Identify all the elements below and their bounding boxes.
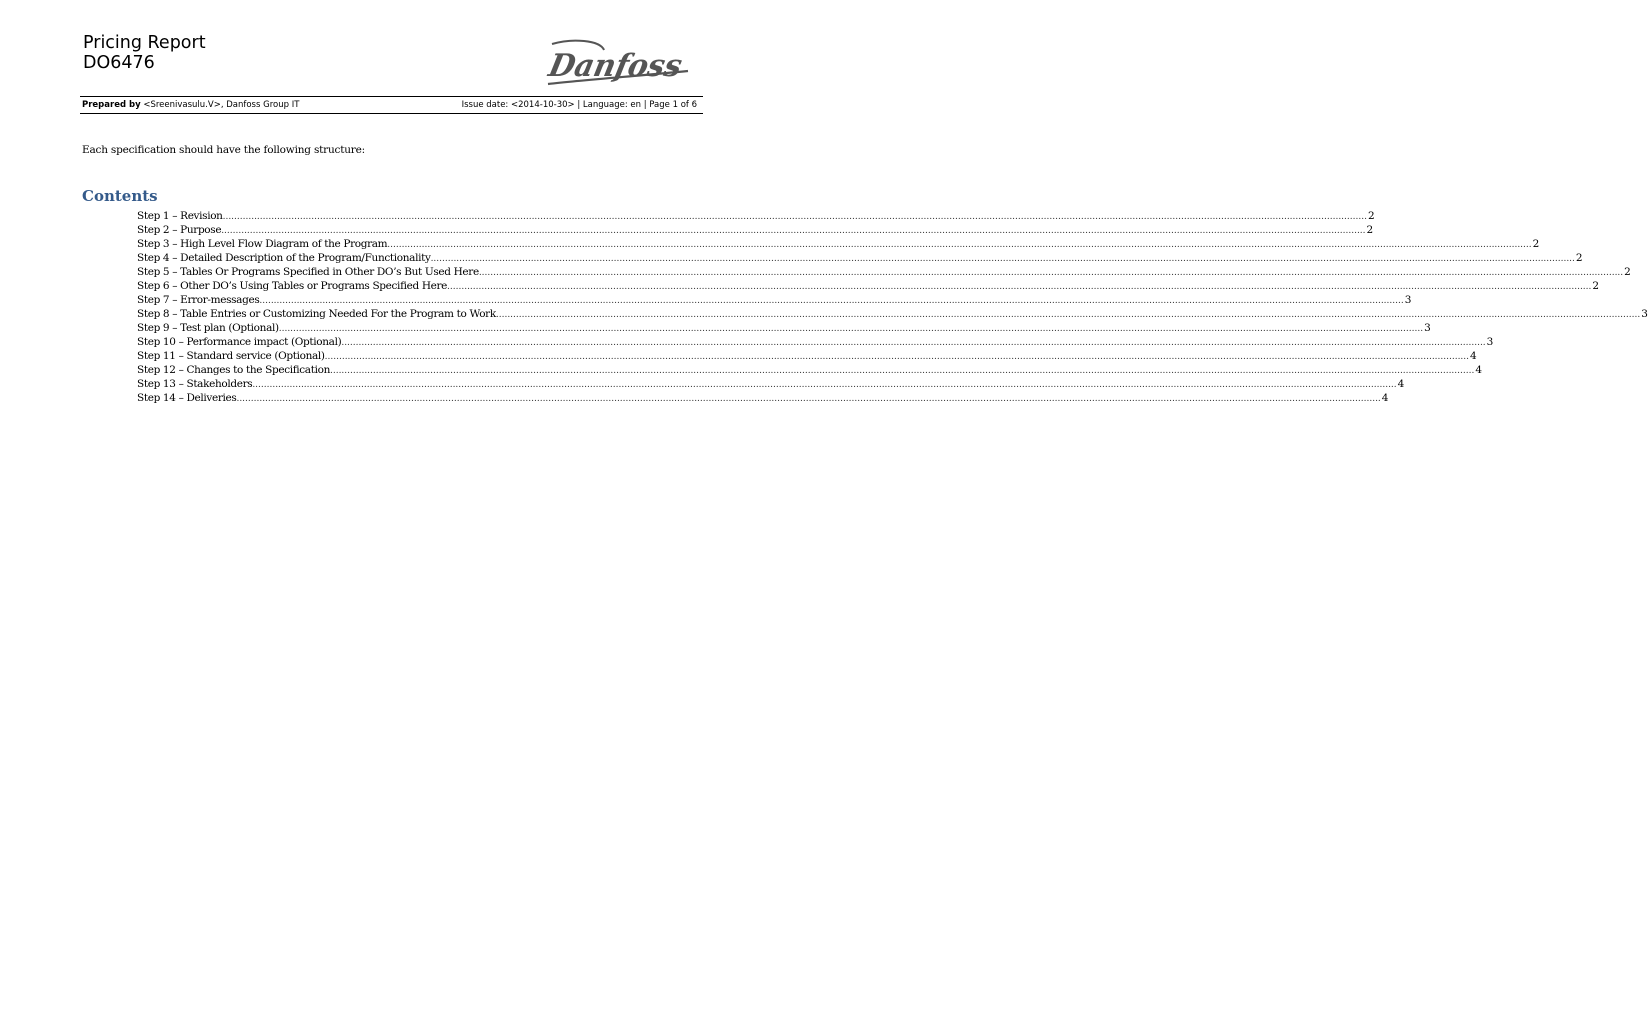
document-id: DO6476 <box>83 53 155 73</box>
toc-dot-leader: ................................................................................................................................................................................................................................................................................................................................................................................................................ <box>324 352 1470 362</box>
toc-dot-leader: ................................................................................................................................................................................................................................................................................................................................................................................................................ <box>259 296 1404 306</box>
toc-entry[interactable] <box>137 349 1477 363</box>
toc-entry-label[interactable]: Step 4 – Detailed Description of the Program/Functionality <box>137 252 431 264</box>
toc-entry[interactable] <box>137 265 1631 279</box>
toc-page-number[interactable]: 2 <box>1366 224 1373 236</box>
toc-entry-label[interactable]: Step 1 – Revision <box>137 210 223 222</box>
toc-entry-label[interactable]: Step 5 – Tables Or Programs Specified in Other DO’s But Used Here <box>137 266 479 278</box>
toc-dot-leader: ................................................................................................................................................................................................................................................................................................................................................................................................................ <box>430 254 1575 264</box>
logo-wordmark: Danfoss <box>545 48 692 84</box>
toc-entry[interactable] <box>137 293 1412 307</box>
prepared-by <box>82 97 299 113</box>
toc-entry[interactable] <box>137 321 1431 335</box>
toc-entry-label[interactable]: Step 12 – Changes to the Specification <box>137 364 330 376</box>
toc-page-number[interactable]: 4 <box>1381 392 1389 404</box>
toc-entry[interactable] <box>137 335 1494 349</box>
toc-entry[interactable] <box>137 209 1375 223</box>
toc-page-number[interactable]: 3 <box>1404 294 1412 306</box>
danfoss-logo <box>542 30 692 92</box>
toc-entry-label[interactable]: Step 8 – Table Entries or Customizing Needed For the Program to Work <box>137 308 496 320</box>
toc-dot-leader: ................................................................................................................................................................................................................................................................................................................................................................................................................ <box>236 394 1381 404</box>
toc-page-number[interactable]: 2 <box>1575 252 1583 264</box>
toc-page-number[interactable]: 4 <box>1475 364 1482 376</box>
toc-entry[interactable] <box>137 307 1648 321</box>
toc-entry-label[interactable]: Step 14 – Deliveries <box>137 392 237 404</box>
toc-entry-label[interactable]: Step 13 – Stakeholders <box>137 378 253 390</box>
toc-entry[interactable] <box>137 251 1583 265</box>
danfoss-logo-mark <box>542 30 692 92</box>
toc-dot-leader: ................................................................................................................................................................................................................................................................................................................................................................................................................ <box>252 380 1397 390</box>
document-title-block <box>83 33 206 73</box>
table-of-contents <box>137 209 1648 405</box>
toc-dot-leader: ................................................................................................................................................................................................................................................................................................................................................................................................................ <box>387 240 1532 250</box>
toc-dot-leader: ................................................................................................................................................................................................................................................................................................................................................................................................................ <box>221 226 1366 236</box>
toc-entry[interactable] <box>137 363 1482 377</box>
toc-entry-label[interactable]: Step 9 – Test plan (Optional) <box>137 322 279 334</box>
toc-page-number[interactable]: 3 <box>1424 322 1431 334</box>
toc-page-number[interactable]: 3 <box>1641 308 1648 320</box>
toc-page-number[interactable]: 3 <box>1486 336 1494 348</box>
toc-dot-leader: ................................................................................................................................................................................................................................................................................................................................................................................................................ <box>278 324 1424 334</box>
toc-page-number[interactable]: 4 <box>1470 350 1477 362</box>
toc-entry-label[interactable]: Step 11 – Standard service (Optional) <box>137 350 325 362</box>
toc-entry-label[interactable]: Step 3 – High Level Flow Diagram of the Program <box>137 238 388 250</box>
toc-dot-leader: ................................................................................................................................................................................................................................................................................................................................................................................................................ <box>447 282 1592 292</box>
toc-page-number[interactable]: 2 <box>1592 280 1599 292</box>
report-title: Pricing Report <box>83 33 206 53</box>
toc-dot-leader: ................................................................................................................................................................................................................................................................................................................................................................................................................ <box>478 268 1624 278</box>
intro-text: Each specification should have the following structure: <box>82 144 365 156</box>
issue-info: Issue date: <2014-10-30> | Language: en | Page 1 of 6 <box>461 100 697 110</box>
toc-entry-label[interactable]: Step 10 – Performance impact (Optional) <box>137 336 342 348</box>
prepared-by-value: <Sreenivasulu.V>, Danfoss Group IT <box>143 100 300 110</box>
toc-dot-leader: ................................................................................................................................................................................................................................................................................................................................................................................................................ <box>222 212 1367 222</box>
toc-entry[interactable] <box>137 279 1599 293</box>
document-info-bar <box>80 96 703 114</box>
toc-entry[interactable] <box>137 237 1539 251</box>
toc-entry[interactable] <box>137 377 1404 391</box>
toc-page-number[interactable]: 2 <box>1367 210 1375 222</box>
toc-entry[interactable] <box>137 391 1389 405</box>
toc-dot-leader: ................................................................................................................................................................................................................................................................................................................................................................................................................ <box>329 366 1475 376</box>
toc-page-number[interactable]: 2 <box>1624 266 1631 278</box>
toc-dot-leader: ................................................................................................................................................................................................................................................................................................................................................................................................................ <box>341 338 1486 348</box>
toc-page-number[interactable]: 4 <box>1397 378 1404 390</box>
toc-entry-label[interactable]: Step 7 – Error-messages <box>137 294 260 306</box>
prepared-by-label: Prepared by <box>82 100 141 110</box>
toc-page-number[interactable]: 2 <box>1532 238 1539 250</box>
toc-dot-leader: ................................................................................................................................................................................................................................................................................................................................................................................................................ <box>495 310 1641 320</box>
contents-heading: Contents <box>82 187 158 205</box>
toc-entry-label[interactable]: Step 2 – Purpose <box>137 224 222 236</box>
toc-entry[interactable] <box>137 223 1373 237</box>
toc-entry-label[interactable]: Step 6 – Other DO’s Using Tables or Programs Specified Here <box>137 280 448 292</box>
